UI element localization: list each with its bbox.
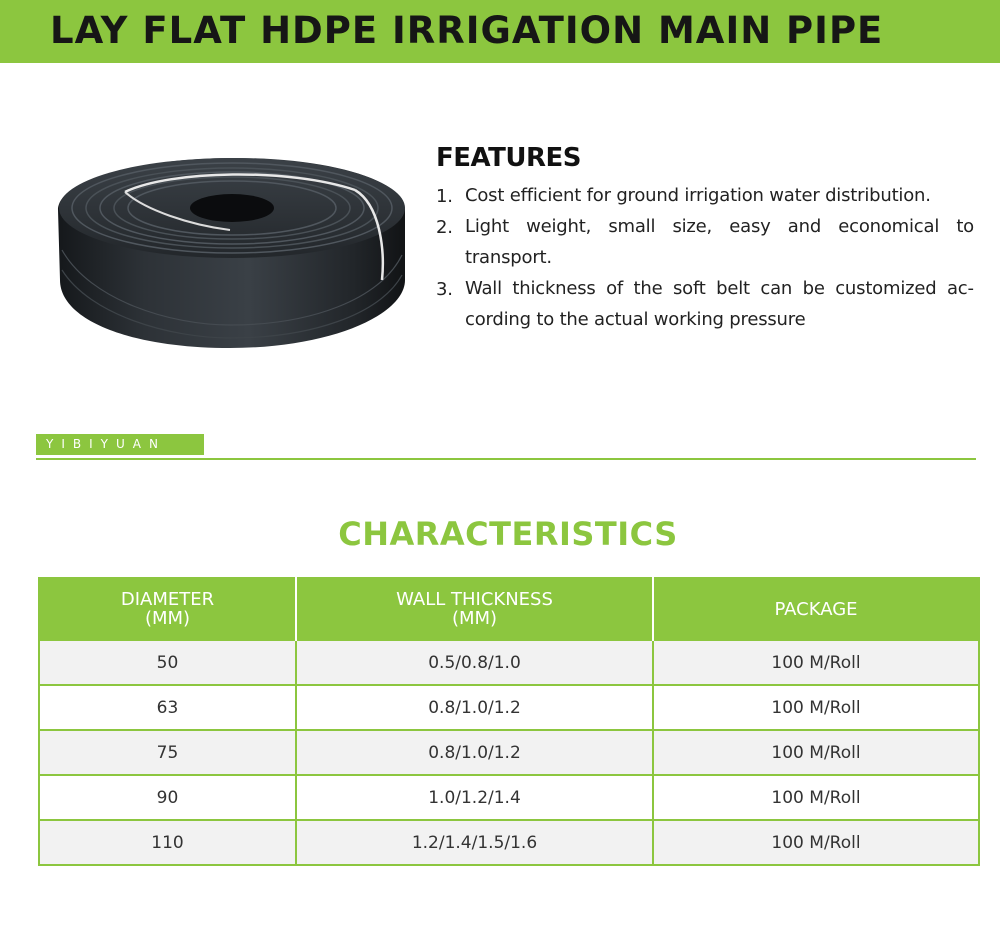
package-cell: 100 M/Roll xyxy=(653,730,979,775)
diameter-cell: 90 xyxy=(39,775,296,820)
diameter-cell: 63 xyxy=(39,685,296,730)
coiled-hose-roll-icon xyxy=(50,150,415,355)
feature-text: Cost efficient for ground irrigation water distribution. xyxy=(465,185,931,206)
package-cell: 100 M/Roll xyxy=(653,685,979,730)
table-row xyxy=(39,640,979,685)
feature-item xyxy=(436,273,974,335)
package-cell: 100 M/Roll xyxy=(653,640,979,685)
diameter-cell: 50 xyxy=(39,640,296,685)
table-row xyxy=(39,730,979,775)
column-header-wall-thickness: WALL THICKNESS (MM) xyxy=(296,578,653,640)
feature-text: Wall thickness of the soft belt can be customized according to the actual working pressure xyxy=(465,278,974,330)
table-header-row xyxy=(39,578,979,640)
package-cell: 100 M/Roll xyxy=(653,820,979,865)
feature-item xyxy=(436,211,974,273)
thickness-cell: 0.8/1.0/1.2 xyxy=(296,730,653,775)
characteristics-title: CHARACTERISTICS xyxy=(338,515,678,553)
thickness-cell: 1.2/1.4/1.5/1.6 xyxy=(296,820,653,865)
diameter-cell: 110 xyxy=(39,820,296,865)
thickness-cell: 0.5/0.8/1.0 xyxy=(296,640,653,685)
characteristics-table xyxy=(38,577,980,866)
diameter-cell: 75 xyxy=(39,730,296,775)
feature-item xyxy=(436,180,974,211)
feature-number: 2. xyxy=(436,217,453,238)
table-row xyxy=(39,775,979,820)
column-header-diameter: DIAMETER (MM) xyxy=(39,578,296,640)
feature-text: Light weight, small size, easy and economical to transport. xyxy=(465,216,974,268)
feature-number: 3. xyxy=(436,279,453,300)
page-title: LAY FLAT HDPE IRRIGATION MAIN PIPE xyxy=(50,9,884,52)
feature-number: 1. xyxy=(436,186,453,207)
table-row xyxy=(39,820,979,865)
features-list xyxy=(436,180,974,335)
table-row xyxy=(39,685,979,730)
package-cell: 100 M/Roll xyxy=(653,775,979,820)
column-header-package: PACKAGE xyxy=(653,578,979,640)
brand-tab: YIBIYUAN xyxy=(36,434,204,455)
thickness-cell: 0.8/1.0/1.2 xyxy=(296,685,653,730)
brand-divider xyxy=(36,458,976,460)
features-title: FEATURES xyxy=(436,143,581,173)
thickness-cell: 1.0/1.2/1.4 xyxy=(296,775,653,820)
